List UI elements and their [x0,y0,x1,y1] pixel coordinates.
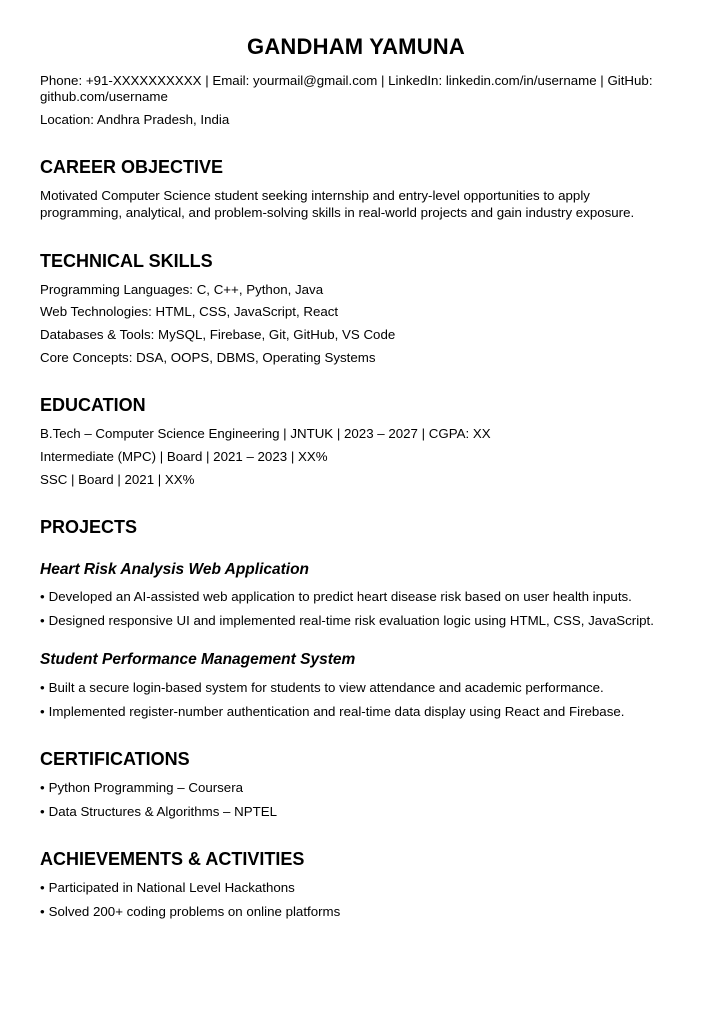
bullet-text: Participated in National Level Hackathons [48,879,295,895]
bullet-text: Python Programming – Coursera [48,779,244,795]
section-heading-technical-skills: TECHNICAL SKILLS [40,251,213,272]
bullet-marker: • [40,779,45,795]
location-info: Location: Andhra Pradesh, India [40,111,230,127]
project-title-student-performance: Student Performance Management System [40,651,356,669]
project-bullet [40,613,672,628]
bullet-marker: • [40,879,45,895]
education-line-ssc: SSC | Board | 2021 | XX% [40,471,195,487]
bullet-text: Built a secure login-based system for students to view attendance and academic performance. [48,680,604,696]
bullet-marker: • [40,803,45,819]
achievement-bullet [40,904,672,919]
skill-line-web-technologies: Web Technologies: HTML, CSS, JavaScript, React [40,304,339,320]
bullet-text: Implemented register-number authentication and real-time data display using React and Firebase. [48,704,625,720]
project-bullet [40,589,672,604]
bullet-marker: • [40,613,45,629]
bullet-marker: • [40,903,45,919]
project-bullet [40,680,672,695]
project-title-heart-risk: Heart Risk Analysis Web Application [40,560,310,578]
career-objective-text: Motivated Computer Science student seeking internship and entry-level opportunities to apply programming, analytical, and problem-solving skills in real-world projects and gain industry exposure. [40,188,635,220]
certification-bullet [40,804,672,819]
section-heading-career-objective: CAREER OBJECTIVE [40,157,224,178]
section-heading-achievements: ACHIEVEMENTS & ACTIVITIES [40,849,305,870]
education-line-btech: B.Tech – Computer Science Engineering | JNTUK | 2023 – 2027 | CGPA: XX [40,426,491,442]
project-bullet [40,704,672,719]
skill-line-databases-tools: Databases & Tools: MySQL, Firebase, Git, GitHub, VS Code [40,327,396,343]
skill-line-core-concepts: Core Concepts: DSA, OOPS, DBMS, Operating Systems [40,350,376,366]
bullet-marker: • [40,589,45,605]
resume-name: GANDHAM YAMUNA [247,34,465,59]
contact-info: Phone: +91-XXXXXXXXXX | Email: yourmail@gmail.com | LinkedIn: linkedin.com/in/username | GitHub: github.com/username [40,73,653,104]
skill-line-programming-languages: Programming Languages: C, C++, Python, Java [40,281,324,297]
bullet-marker: • [40,680,45,696]
bullet-text: Data Structures & Algorithms – NPTEL [48,803,278,819]
section-heading-projects: PROJECTS [40,516,138,537]
certification-bullet [40,780,672,795]
achievement-bullet [40,880,672,895]
section-heading-education: EDUCATION [40,395,146,416]
section-heading-certifications: CERTIFICATIONS [40,749,190,770]
bullet-text: Solved 200+ coding problems on online platforms [48,903,341,919]
bullet-text: Designed responsive UI and implemented real-time risk evaluation logic using HTML, CSS, JavaScript. [48,613,654,629]
bullet-marker: • [40,704,45,720]
bullet-text: Developed an AI-assisted web application to predict heart disease risk based on user health inputs. [48,589,632,605]
education-line-intermediate: Intermediate (MPC) | Board | 2021 – 2023 | XX% [40,448,328,464]
